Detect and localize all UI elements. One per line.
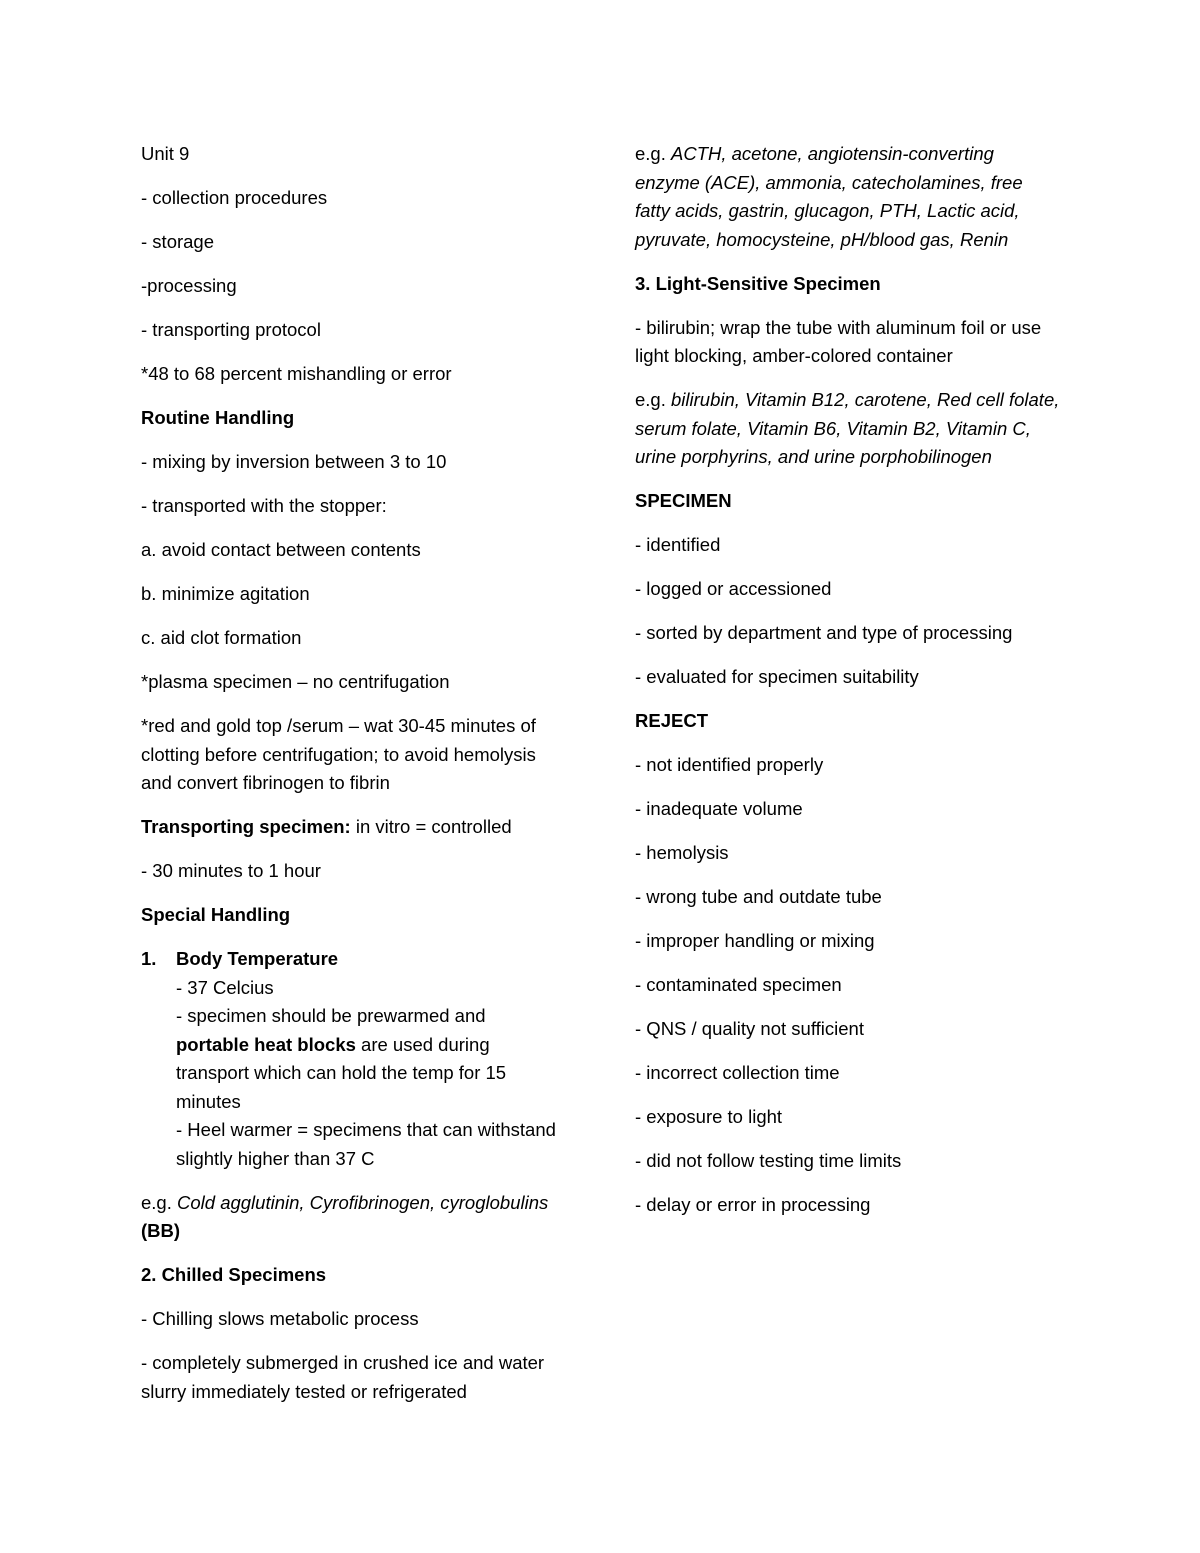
chilled-specimens-heading: 2. Chilled Specimens — [141, 1264, 327, 1285]
reject-item: - improper handling or mixing — [635, 930, 875, 951]
body-temperature-text: - specimen should be prewarmed and — [176, 1005, 486, 1026]
routine-item: - mixing by inversion between 3 to 10 — [141, 451, 447, 472]
specimen-item: - evaluated for specimen suitability — [635, 666, 919, 687]
eg-items: Cold agglutinin, Cyrofibrinogen, cyroglobulins — [177, 1191, 549, 1213]
reject-item: - contaminated specimen — [635, 974, 842, 995]
body-temperature-text: are used during transport which can hold the temp for 15 minutes — [176, 1033, 507, 1112]
chilled-item: - Chilling slows metabolic process — [141, 1308, 419, 1329]
body-temperature-examples — [141, 1189, 561, 1246]
light-sensitive-examples — [635, 386, 1060, 472]
body-temperature-title: Body Temperature — [176, 948, 339, 969]
reject-item: - inadequate volume — [635, 798, 803, 819]
special-handling-list — [141, 945, 561, 1173]
reject-item: - QNS / quality not sufficient — [635, 1018, 864, 1039]
light-sensitive-heading: 3. Light-Sensitive Specimen — [635, 272, 881, 294]
reject-item: - wrong tube and outdate tube — [635, 886, 882, 907]
specimen-item: - logged or accessioned — [635, 578, 832, 599]
routine-item: b. minimize agitation — [141, 583, 310, 604]
eg-prefix: e.g. — [635, 389, 671, 410]
eg-suffix: (BB) — [141, 1220, 181, 1241]
eg-items: ACTH, acetone, angiotensin-converting enzyme (ACE), ammonia, catecholamines, free fatty acids, gastrin, glucagon, PTH, Lactic acid, pyruvate, homocysteine, pH/blood gas, Renin — [635, 143, 1023, 250]
reject-heading: REJECT — [635, 710, 708, 731]
reject-item: - hemolysis — [635, 842, 729, 863]
specimen-heading: SPECIMEN — [635, 490, 732, 511]
routine-item: *plasma specimen – no centrifugation — [141, 671, 450, 692]
unit-title: Unit 9 — [141, 143, 190, 164]
reject-item: - did not follow testing time limits — [635, 1150, 902, 1171]
routine-item: c. aid clot formation — [141, 627, 302, 648]
eg-items: bilirubin, Vitamin B12, carotene, Red cell folate, serum folate, Vitamin B6, Vitamin B2, Vitamin C, urine porphyrins, and urine porphobilinogen — [635, 389, 1060, 467]
intro-item: - transporting protocol — [141, 319, 321, 340]
chilled-item: - completely submerged in crushed ice and water slurry immediately tested or refrigerated — [141, 1352, 545, 1402]
reject-item: - exposure to light — [635, 1106, 783, 1127]
special-handling-heading: Special Handling — [141, 904, 291, 925]
reject-item: - not identified properly — [635, 754, 824, 775]
body-temperature-line: - Heel warmer = specimens that can withstand slightly higher than 37 C — [176, 1119, 556, 1169]
body-temperature-line — [176, 1002, 561, 1116]
light-sensitive-text: - bilirubin; wrap the tube with aluminum foil or use light blocking, amber-colored container — [635, 316, 1042, 366]
transporting-specimen-text: in vitro = controlled — [350, 816, 512, 837]
intro-item: - collection procedures — [141, 187, 328, 208]
intro-item: - storage — [141, 231, 215, 252]
routine-handling-heading: Routine Handling — [141, 407, 295, 428]
routine-item: a. avoid contact between contents — [141, 539, 421, 560]
left-column — [141, 140, 561, 1422]
chilled-examples — [635, 140, 1060, 254]
list-item — [141, 945, 561, 1173]
intro-item: -processing — [141, 275, 237, 296]
transport-time: - 30 minutes to 1 hour — [141, 860, 321, 881]
routine-item: - transported with the stopper: — [141, 495, 387, 516]
reject-item: - incorrect collection time — [635, 1062, 840, 1083]
body-temperature-line: - 37 Celcius — [176, 976, 274, 998]
right-column — [635, 140, 1060, 1235]
intro-note: *48 to 68 percent mishandling or error — [141, 363, 452, 384]
portable-heat-blocks: portable heat blocks — [176, 1033, 356, 1055]
eg-prefix: e.g. — [141, 1191, 177, 1213]
specimen-item: - identified — [635, 534, 721, 555]
routine-item: *red and gold top /serum – wat 30-45 minutes of clotting before centrifugation; to avoid hemolysis and convert fibrinogen to fibrin — [141, 715, 536, 793]
specimen-item: - sorted by department and type of processing — [635, 622, 1013, 643]
transporting-specimen-label: Transporting specimen: — [141, 816, 351, 837]
reject-item: - delay or error in processing — [635, 1194, 871, 1215]
list-number: 1. — [141, 948, 157, 969]
transporting-specimen-line — [141, 813, 561, 842]
eg-prefix: e.g. — [635, 143, 671, 164]
